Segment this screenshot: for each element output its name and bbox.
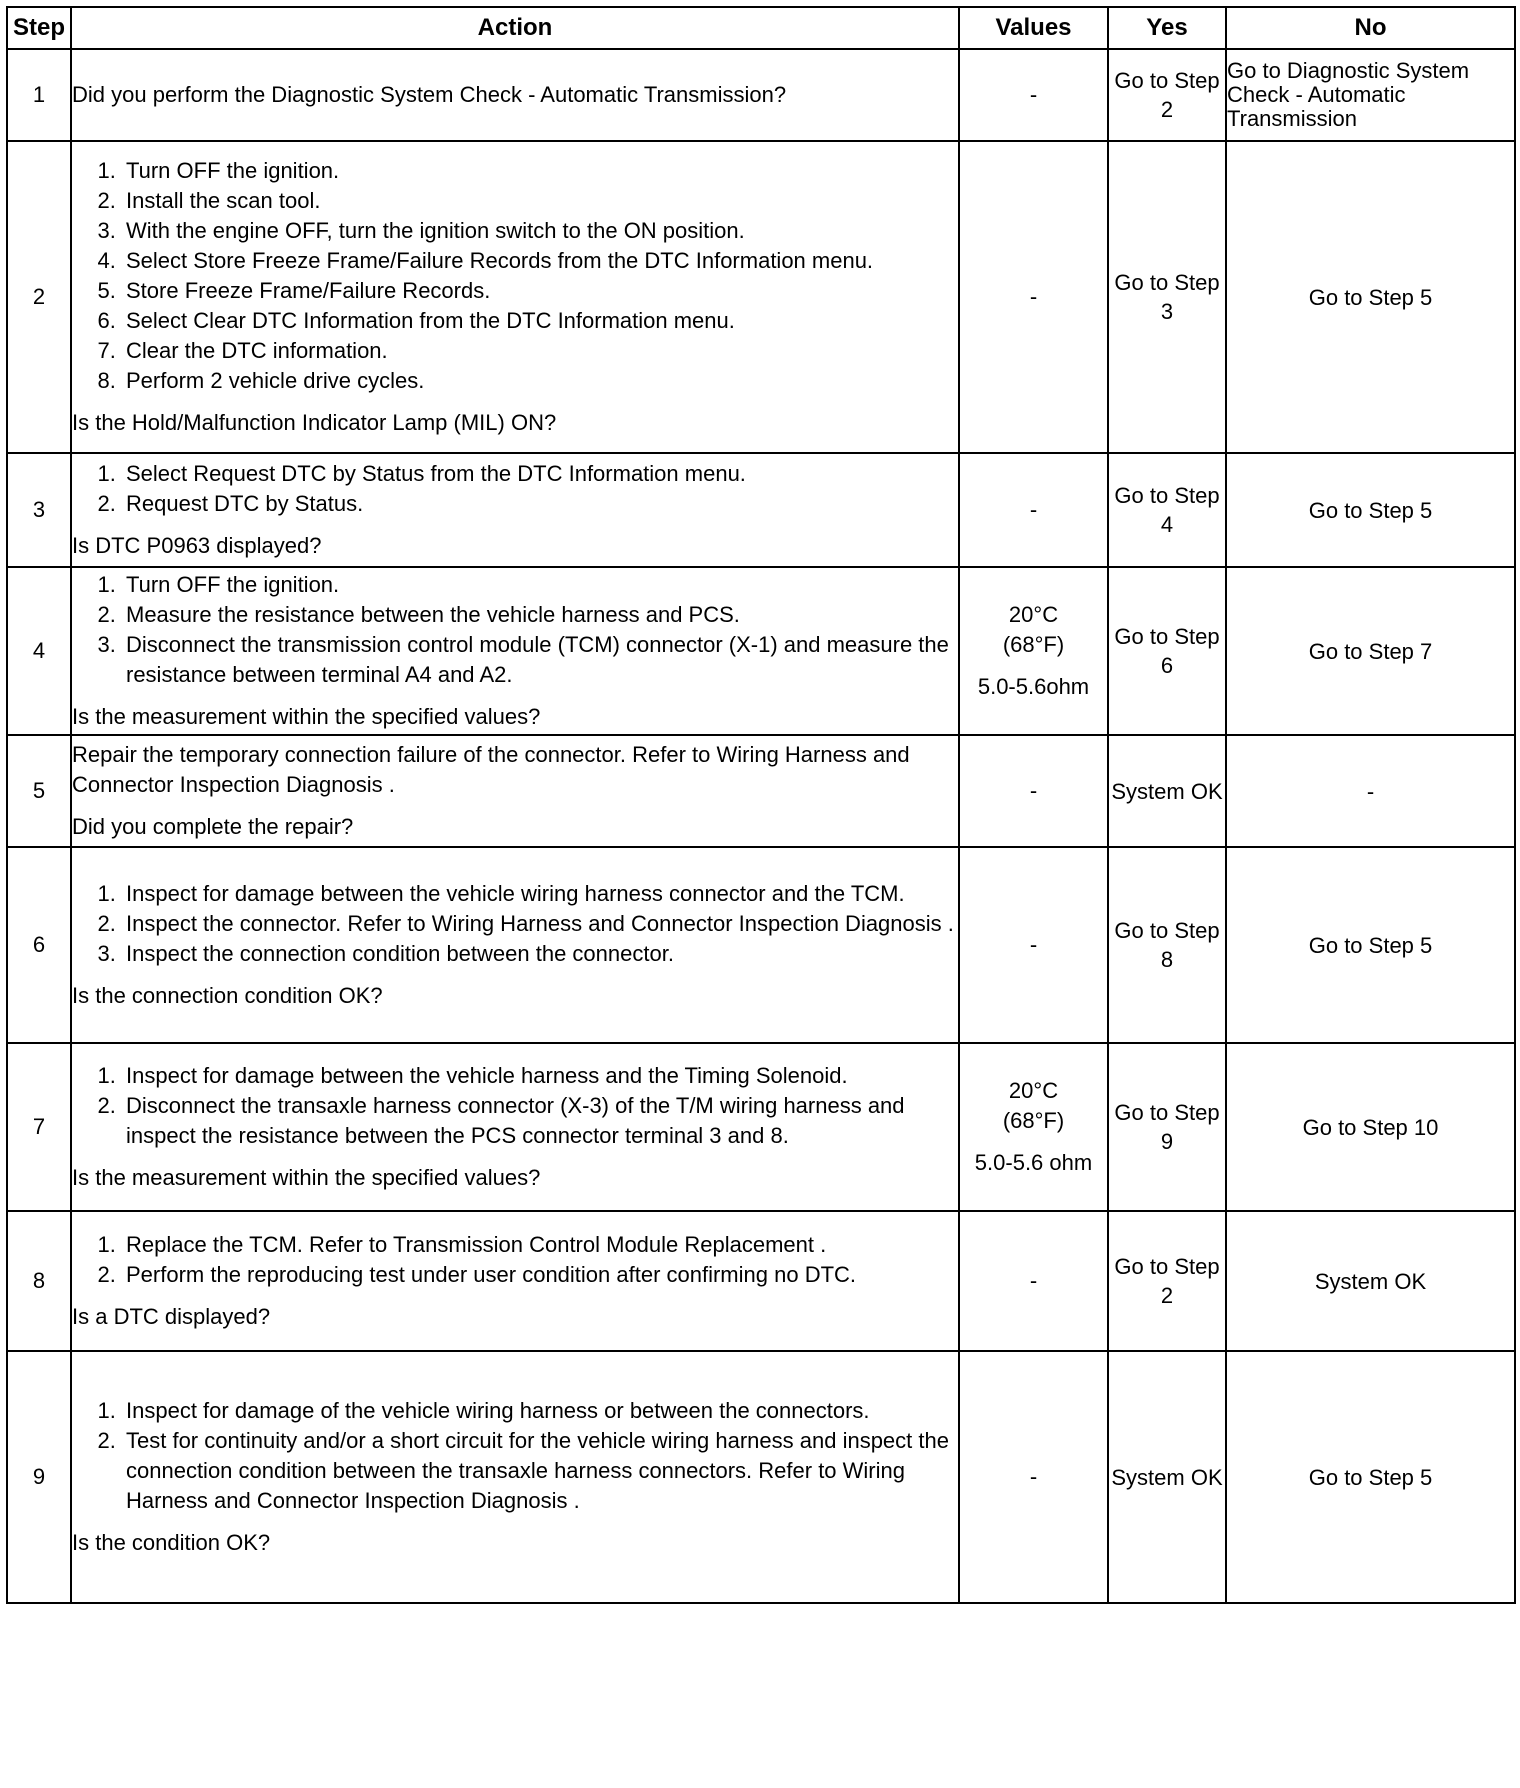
yes-cell: Go to Step 2 xyxy=(1108,49,1226,141)
value-temperature-c: 20°C xyxy=(1008,602,1059,627)
step-number: 7 xyxy=(7,1043,71,1211)
values-cell: - xyxy=(959,141,1108,453)
values-cell: - xyxy=(959,1211,1108,1351)
values-cell xyxy=(959,567,1108,735)
action-question: Is the Hold/Malfunction Indicator Lamp (MIL) ON? xyxy=(72,410,557,435)
action-question: Did you complete the repair? xyxy=(72,814,354,839)
list-item: 2. Request DTC by Status. xyxy=(122,489,958,519)
yes-cell: Go to Step 2 xyxy=(1108,1211,1226,1351)
list-item: 5. Store Freeze Frame/Failure Records. xyxy=(122,276,958,306)
action-cell xyxy=(71,1351,959,1603)
action-cell xyxy=(71,141,959,453)
table-row xyxy=(7,141,1515,453)
yes-cell: Go to Step 6 xyxy=(1108,567,1226,735)
action-cell xyxy=(71,49,959,141)
list-item: 1. Inspect for damage between the vehicle harness and the Timing Solenoid. xyxy=(122,1061,958,1091)
action-question: Is the measurement within the specified values? xyxy=(72,704,541,729)
no-cell: Go to Step 5 xyxy=(1226,1351,1515,1603)
list-item: 1. Turn OFF the ignition. xyxy=(122,156,958,186)
table-row xyxy=(7,1351,1515,1603)
action-text: Did you perform the Diagnostic System Check - Automatic Transmission? xyxy=(72,82,787,107)
yes-cell: System OK xyxy=(1108,735,1226,847)
header-step: Step xyxy=(7,7,71,49)
action-steps-list xyxy=(72,1396,958,1516)
header-row xyxy=(7,7,1515,49)
table-row xyxy=(7,49,1515,141)
action-steps-list xyxy=(72,1061,958,1151)
action-cell xyxy=(71,1043,959,1211)
action-cell xyxy=(71,1211,959,1351)
no-cell: Go to Step 7 xyxy=(1226,567,1515,735)
step-number: 1 xyxy=(7,49,71,141)
list-item: 2. Measure the resistance between the vehicle harness and PCS. xyxy=(122,600,958,630)
action-question: Is the measurement within the specified values? xyxy=(72,1165,541,1190)
table-row xyxy=(7,1043,1515,1211)
table-row xyxy=(7,847,1515,1043)
step-number: 2 xyxy=(7,141,71,453)
header-action: Action xyxy=(71,7,959,49)
list-item: 1. Inspect for damage between the vehicle wiring harness connector and the TCM. xyxy=(122,879,958,909)
value-resistance: 5.0-5.6ohm xyxy=(977,674,1090,699)
yes-cell: System OK xyxy=(1108,1351,1226,1603)
no-cell: Go to Diagnostic System Check - Automatic Transmission xyxy=(1226,49,1515,141)
action-cell xyxy=(71,567,959,735)
step-number: 4 xyxy=(7,567,71,735)
value-temperature-c: 20°C xyxy=(1008,1078,1059,1103)
yes-cell: Go to Step 3 xyxy=(1108,141,1226,453)
no-cell: Go to Step 10 xyxy=(1226,1043,1515,1211)
action-steps-list xyxy=(72,459,958,519)
table-row xyxy=(7,735,1515,847)
action-steps-list xyxy=(72,879,958,969)
action-question: Is DTC P0963 displayed? xyxy=(72,533,322,558)
step-number: 9 xyxy=(7,1351,71,1603)
list-item: 2. Inspect the connector. Refer to Wiring Harness and Connector Inspection Diagnosis . xyxy=(122,909,958,939)
table-row xyxy=(7,567,1515,735)
step-number: 5 xyxy=(7,735,71,847)
value-temperature-f: (68°F) xyxy=(1002,1108,1065,1133)
header-values: Values xyxy=(959,7,1108,49)
step-number: 8 xyxy=(7,1211,71,1351)
action-steps-list xyxy=(72,156,958,396)
list-item: 8. Perform 2 vehicle drive cycles. xyxy=(122,366,958,396)
header-yes: Yes xyxy=(1108,7,1226,49)
list-item: 4. Select Store Freeze Frame/Failure Records from the DTC Information menu. xyxy=(122,246,958,276)
table-row xyxy=(7,453,1515,567)
list-item: 7. Clear the DTC information. xyxy=(122,336,958,366)
yes-cell: Go to Step 9 xyxy=(1108,1043,1226,1211)
values-cell xyxy=(959,1043,1108,1211)
yes-cell: Go to Step 8 xyxy=(1108,847,1226,1043)
yes-cell: Go to Step 4 xyxy=(1108,453,1226,567)
no-cell: Go to Step 5 xyxy=(1226,453,1515,567)
values-cell: - xyxy=(959,453,1108,567)
header-no: No xyxy=(1226,7,1515,49)
list-item: 3. Disconnect the transmission control module (TCM) connector (X-1) and measure the resistance between terminal A4 and A2. xyxy=(122,630,958,690)
action-cell xyxy=(71,453,959,567)
action-steps-list xyxy=(72,570,958,690)
list-item: 2. Disconnect the transaxle harness connector (X-3) of the T/M wiring harness and inspect the resistance between the PCS connector terminal 3 and 8. xyxy=(122,1091,958,1151)
list-item: 1. Inspect for damage of the vehicle wiring harness or between the connectors. xyxy=(122,1396,958,1426)
step-number: 6 xyxy=(7,847,71,1043)
no-cell: System OK xyxy=(1226,1211,1515,1351)
action-text: Repair the temporary connection failure of the connector. Refer to Wiring Harness and Connector Inspection Diagnosis . xyxy=(72,742,910,797)
list-item: 2. Test for continuity and/or a short circuit for the vehicle wiring harness and inspect the connection condition between the transaxle harness connectors. Refer to Wiring Harness and Connector Inspection Diagnosis . xyxy=(122,1426,958,1516)
no-cell: - xyxy=(1226,735,1515,847)
step-number: 3 xyxy=(7,453,71,567)
action-question: Is a DTC displayed? xyxy=(72,1304,271,1329)
action-cell xyxy=(71,847,959,1043)
value-resistance: 5.0-5.6 ohm xyxy=(974,1150,1093,1175)
list-item: 1. Replace the TCM. Refer to Transmission Control Module Replacement . xyxy=(122,1230,958,1260)
list-item: 6. Select Clear DTC Information from the DTC Information menu. xyxy=(122,306,958,336)
no-cell: Go to Step 5 xyxy=(1226,847,1515,1043)
list-item: 3. With the engine OFF, turn the ignition switch to the ON position. xyxy=(122,216,958,246)
no-cell: Go to Step 5 xyxy=(1226,141,1515,453)
values-cell: - xyxy=(959,49,1108,141)
values-cell: - xyxy=(959,735,1108,847)
list-item: 1. Turn OFF the ignition. xyxy=(122,570,958,600)
list-item: 2. Perform the reproducing test under user condition after confirming no DTC. xyxy=(122,1260,958,1290)
list-item: 3. Inspect the connection condition between the connector. xyxy=(122,939,958,969)
action-cell xyxy=(71,735,959,847)
list-item: 2. Install the scan tool. xyxy=(122,186,958,216)
values-cell: - xyxy=(959,847,1108,1043)
value-temperature-f: (68°F) xyxy=(1002,632,1065,657)
action-steps-list xyxy=(72,1230,958,1290)
table-row xyxy=(7,1211,1515,1351)
values-cell: - xyxy=(959,1351,1108,1603)
action-question: Is the condition OK? xyxy=(72,1530,271,1555)
list-item: 1. Select Request DTC by Status from the DTC Information menu. xyxy=(122,459,958,489)
diagnostic-table xyxy=(6,6,1516,1604)
action-question: Is the connection condition OK? xyxy=(72,983,383,1008)
